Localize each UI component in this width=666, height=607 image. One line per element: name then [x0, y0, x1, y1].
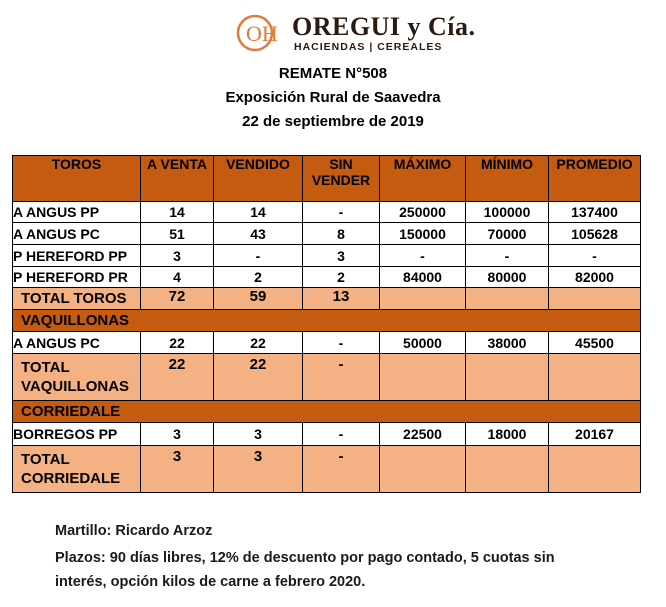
- section-label: VAQUILLONAS: [13, 310, 641, 332]
- vendido-cell: 43: [214, 223, 303, 245]
- maximo-cell: [380, 446, 466, 493]
- minimo-cell: 70000: [466, 223, 549, 245]
- section-label: CORRIEDALE: [13, 401, 641, 423]
- minimo-cell: -: [466, 245, 549, 267]
- promedio-cell: 105628: [549, 223, 641, 245]
- promedio-cell: [549, 288, 641, 310]
- auctioneer-line: Martillo: Ricardo Arzoz: [55, 523, 213, 539]
- total-row: [13, 446, 641, 493]
- a-venta-cell: 72: [141, 288, 214, 310]
- a-venta-cell: 14: [141, 202, 214, 223]
- minimo-cell: [466, 288, 549, 310]
- col-header: TOROS: [13, 156, 141, 202]
- table-row: [13, 223, 641, 245]
- vendido-cell: 14: [214, 202, 303, 223]
- promedio-cell: [549, 354, 641, 401]
- vendido-cell: 3: [214, 446, 303, 493]
- minimo-cell: [466, 354, 549, 401]
- row-label: P HEREFORD PP: [13, 245, 141, 267]
- row-label: A ANGUS PP: [13, 202, 141, 223]
- table-row: [13, 332, 641, 354]
- vendido-cell: 2: [214, 267, 303, 288]
- a-venta-cell: 3: [141, 446, 214, 493]
- promedio-cell: [549, 446, 641, 493]
- minimo-cell: 80000: [466, 267, 549, 288]
- a-venta-cell: 3: [141, 423, 214, 446]
- auction-venue: Exposición Rural de Saavedra: [225, 89, 441, 106]
- row-label: TOTAL CORRIEDALE: [13, 446, 141, 493]
- promedio-cell: 20167: [549, 423, 641, 446]
- oh-monogram-icon: [236, 12, 288, 54]
- sin-vender-cell: -: [303, 423, 380, 446]
- maximo-cell: 250000: [380, 202, 466, 223]
- vendido-cell: -: [214, 245, 303, 267]
- minimo-cell: 38000: [466, 332, 549, 354]
- minimo-cell: 18000: [466, 423, 549, 446]
- row-label: TOTAL TOROS: [13, 288, 141, 310]
- row-label: P HEREFORD PR: [13, 267, 141, 288]
- table-row: [13, 423, 641, 446]
- promedio-cell: 137400: [549, 202, 641, 223]
- minimo-cell: 100000: [466, 202, 549, 223]
- vendido-cell: 22: [214, 354, 303, 401]
- section-row: [13, 401, 641, 423]
- maximo-cell: 50000: [380, 332, 466, 354]
- row-label: TOTAL VAQUILLONAS: [13, 354, 141, 401]
- vendido-cell: 59: [214, 288, 303, 310]
- promedio-cell: 82000: [549, 267, 641, 288]
- a-venta-cell: 3: [141, 245, 214, 267]
- auction-number: REMATE N°508: [278, 65, 388, 82]
- sin-vender-cell: -: [303, 446, 380, 493]
- payment-terms-line: Plazos: 90 días libres, 12% de descuento por pago contado, 5 cuotas sin: [55, 550, 555, 566]
- sin-vender-cell: 2: [303, 267, 380, 288]
- maximo-cell: -: [380, 245, 466, 267]
- promedio-cell: -: [549, 245, 641, 267]
- sin-vender-cell: 13: [303, 288, 380, 310]
- a-venta-cell: 22: [141, 354, 214, 401]
- maximo-cell: 84000: [380, 267, 466, 288]
- row-label: A ANGUS PC: [13, 332, 141, 354]
- vendido-cell: 3: [214, 423, 303, 446]
- payment-terms-line-2: interés, opción kilos de carne a febrero 2020.: [55, 574, 366, 590]
- col-header: SIN VENDER: [303, 156, 380, 202]
- a-venta-cell: 51: [141, 223, 214, 245]
- company-name: OREGUI y Cía.: [292, 12, 476, 41]
- maximo-cell: [380, 288, 466, 310]
- company-subtitle: HACIENDAS | CEREALES: [294, 41, 443, 53]
- sin-vender-cell: 8: [303, 223, 380, 245]
- results-table: [12, 155, 641, 493]
- col-header: VENDIDO: [214, 156, 303, 202]
- a-venta-cell: 4: [141, 267, 214, 288]
- section-row: [13, 310, 641, 332]
- vendido-cell: 22: [214, 332, 303, 354]
- col-header: MÍNIMO: [466, 156, 549, 202]
- a-venta-cell: 22: [141, 332, 214, 354]
- sin-vender-cell: -: [303, 354, 380, 401]
- table-row: [13, 202, 641, 223]
- total-row: [13, 354, 641, 401]
- header-row: [13, 156, 641, 202]
- maximo-cell: [380, 354, 466, 401]
- col-header: PROMEDIO: [549, 156, 641, 202]
- sin-vender-cell: -: [303, 202, 380, 223]
- table-row: [13, 245, 641, 267]
- auction-date: 22 de septiembre de 2019: [242, 113, 424, 130]
- minimo-cell: [466, 446, 549, 493]
- row-label: BORREGOS PP: [13, 423, 141, 446]
- maximo-cell: 150000: [380, 223, 466, 245]
- col-header: A VENTA: [141, 156, 214, 202]
- row-label: A ANGUS PC: [13, 223, 141, 245]
- sin-vender-cell: 3: [303, 245, 380, 267]
- svg-text:OH: OH: [246, 21, 278, 46]
- sin-vender-cell: -: [303, 332, 380, 354]
- total-row: [13, 288, 641, 310]
- table-row: [13, 267, 641, 288]
- maximo-cell: 22500: [380, 423, 466, 446]
- promedio-cell: 45500: [549, 332, 641, 354]
- col-header: MÁXIMO: [380, 156, 466, 202]
